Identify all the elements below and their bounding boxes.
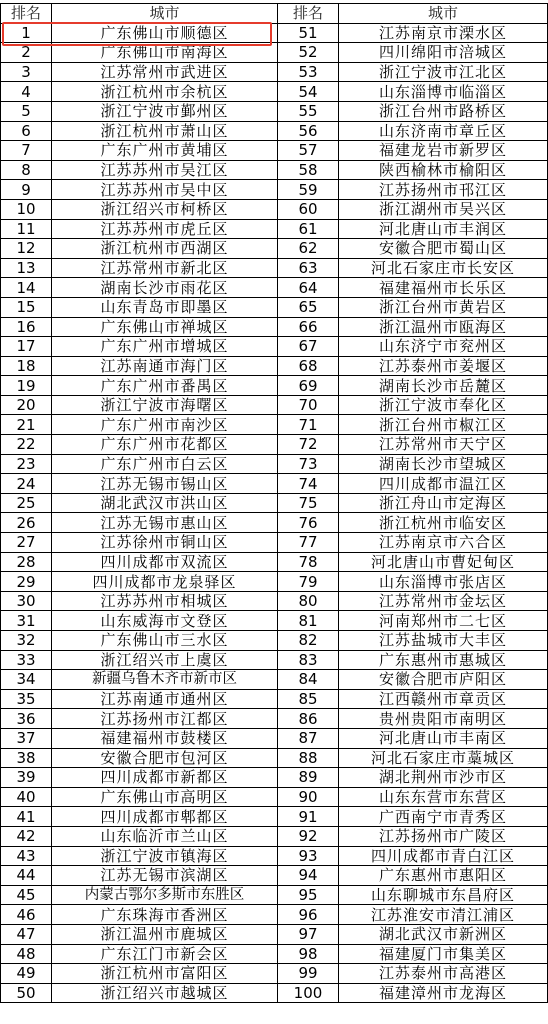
city-cell: 浙江宁波市海曙区	[52, 395, 278, 415]
rank-cell: 94	[278, 866, 339, 886]
rank-cell: 52	[278, 43, 339, 63]
rank-cell: 92	[278, 826, 339, 846]
rank-cell: 96	[278, 905, 339, 925]
city-cell: 山东济南市章丘区	[339, 121, 548, 141]
table-row	[1, 415, 548, 435]
city-cell: 河南郑州市二七区	[339, 611, 548, 631]
rank-cell: 20	[1, 395, 52, 415]
rank-cell: 6	[1, 121, 52, 141]
city-cell: 山东青岛市即墨区	[52, 297, 278, 317]
city-cell: 江苏无锡市惠山区	[52, 513, 278, 533]
rank-cell: 69	[278, 376, 339, 396]
rank-cell: 9	[1, 180, 52, 200]
table-row	[1, 787, 548, 807]
city-cell: 安徽合肥市庐阳区	[339, 670, 548, 690]
table-row	[1, 395, 548, 415]
city-cell: 浙江舟山市定海区	[339, 493, 548, 513]
city-cell: 浙江温州市瓯海区	[339, 317, 548, 337]
rank-cell: 5	[1, 101, 52, 121]
rank-cell: 95	[278, 885, 339, 905]
city-cell: 浙江绍兴市上虞区	[52, 650, 278, 670]
city-cell: 贵州贵阳市南明区	[339, 709, 548, 729]
city-header-right: 城市	[339, 4, 548, 24]
city-cell: 湖南长沙市岳麓区	[339, 376, 548, 396]
rank-cell: 82	[278, 631, 339, 651]
rank-cell: 14	[1, 278, 52, 298]
city-cell: 浙江台州市黄岩区	[339, 297, 548, 317]
table-row	[1, 572, 548, 592]
city-cell: 江苏泰州市姜堰区	[339, 356, 548, 376]
city-cell: 江苏无锡市滨湖区	[52, 866, 278, 886]
rank-cell: 89	[278, 768, 339, 788]
rank-cell: 27	[1, 533, 52, 553]
table-row	[1, 297, 548, 317]
city-cell: 山东威海市文登区	[52, 611, 278, 631]
table-row	[1, 591, 548, 611]
city-cell: 江苏无锡市锡山区	[52, 474, 278, 494]
table-row	[1, 905, 548, 925]
city-cell: 福建厦门市集美区	[339, 944, 548, 964]
rank-cell: 74	[278, 474, 339, 494]
rank-cell: 40	[1, 787, 52, 807]
table-row	[1, 141, 548, 161]
rank-cell: 26	[1, 513, 52, 533]
city-cell: 内蒙古鄂尔多斯市东胜区	[52, 885, 278, 905]
city-cell: 浙江杭州市西湖区	[52, 239, 278, 259]
city-cell: 浙江宁波市鄞州区	[52, 101, 278, 121]
table-row	[1, 474, 548, 494]
city-cell: 广东广州市南沙区	[52, 415, 278, 435]
city-cell: 江苏扬州市江都区	[52, 709, 278, 729]
rank-cell: 67	[278, 337, 339, 357]
table-body	[1, 23, 548, 1003]
rank-cell: 50	[1, 983, 52, 1003]
city-cell: 广东佛山市三水区	[52, 631, 278, 651]
city-cell: 湖南长沙市望城区	[339, 454, 548, 474]
rank-cell: 41	[1, 807, 52, 827]
city-cell: 浙江宁波市江北区	[339, 62, 548, 82]
city-cell: 山东临沂市兰山区	[52, 826, 278, 846]
city-cell: 江苏淮安市清江浦区	[339, 905, 548, 925]
rank-cell: 31	[1, 611, 52, 631]
rank-cell: 53	[278, 62, 339, 82]
table-row	[1, 768, 548, 788]
rank-cell: 29	[1, 572, 52, 592]
table-row	[1, 944, 548, 964]
rank-cell: 93	[278, 846, 339, 866]
city-cell: 江苏常州市新北区	[52, 258, 278, 278]
city-cell: 广东珠海市香洲区	[52, 905, 278, 925]
table-row	[1, 278, 548, 298]
city-cell: 广东广州市增城区	[52, 337, 278, 357]
table-row	[1, 611, 548, 631]
table-row	[1, 376, 548, 396]
city-cell: 江苏扬州市广陵区	[339, 826, 548, 846]
rank-cell: 16	[1, 317, 52, 337]
city-cell: 浙江杭州市余杭区	[52, 82, 278, 102]
rank-cell: 46	[1, 905, 52, 925]
city-cell: 江苏苏州市吴江区	[52, 160, 278, 180]
rank-cell: 36	[1, 709, 52, 729]
city-cell: 河北唐山市丰润区	[339, 219, 548, 239]
rank-cell: 3	[1, 62, 52, 82]
rank-cell: 22	[1, 435, 52, 455]
rank-cell: 81	[278, 611, 339, 631]
rank-cell: 21	[1, 415, 52, 435]
city-cell: 广东佛山市禅城区	[52, 317, 278, 337]
rank-cell: 8	[1, 160, 52, 180]
rank-cell: 35	[1, 689, 52, 709]
rank-cell: 75	[278, 493, 339, 513]
rank-cell: 1	[1, 23, 52, 43]
city-cell: 河北石家庄市长安区	[339, 258, 548, 278]
rank-cell: 7	[1, 141, 52, 161]
city-cell: 山东济宁市兖州区	[339, 337, 548, 357]
city-cell: 广东广州市黄埔区	[52, 141, 278, 161]
table-row	[1, 493, 548, 513]
table-row	[1, 826, 548, 846]
table-row	[1, 199, 548, 219]
rank-cell: 11	[1, 219, 52, 239]
rank-cell: 51	[278, 23, 339, 43]
table-row	[1, 748, 548, 768]
city-cell: 山东淄博市张店区	[339, 572, 548, 592]
city-cell: 安徽合肥市蜀山区	[339, 239, 548, 259]
city-cell: 四川成都市双流区	[52, 552, 278, 572]
city-cell: 福建福州市鼓楼区	[52, 728, 278, 748]
rank-header-right: 排名	[278, 4, 339, 24]
rank-cell: 61	[278, 219, 339, 239]
rank-cell: 49	[1, 964, 52, 984]
city-cell: 山东聊城市东昌府区	[339, 885, 548, 905]
table-row	[1, 728, 548, 748]
table-row	[1, 533, 548, 553]
city-cell: 四川成都市温江区	[339, 474, 548, 494]
city-cell: 湖北武汉市新洲区	[339, 924, 548, 944]
city-cell: 广东佛山市南海区	[52, 43, 278, 63]
table-row	[1, 160, 548, 180]
rank-cell: 85	[278, 689, 339, 709]
table-row	[1, 23, 548, 43]
rank-cell: 66	[278, 317, 339, 337]
table-row	[1, 317, 548, 337]
table-row	[1, 239, 548, 259]
city-cell: 江苏扬州市邗江区	[339, 180, 548, 200]
city-cell: 广东广州市番禺区	[52, 376, 278, 396]
table-row	[1, 62, 548, 82]
rank-cell: 10	[1, 199, 52, 219]
city-cell: 河北唐山市曹妃甸区	[339, 552, 548, 572]
rank-cell: 97	[278, 924, 339, 944]
table-row	[1, 219, 548, 239]
city-cell: 浙江绍兴市越城区	[52, 983, 278, 1003]
city-cell: 浙江湖州市吴兴区	[339, 199, 548, 219]
city-cell: 江苏南京市六合区	[339, 533, 548, 553]
rank-cell: 84	[278, 670, 339, 690]
city-cell: 广东江门市新会区	[52, 944, 278, 964]
rank-cell: 80	[278, 591, 339, 611]
table-row	[1, 846, 548, 866]
city-cell: 浙江宁波市奉化区	[339, 395, 548, 415]
table-row	[1, 885, 548, 905]
city-cell: 广西南宁市青秀区	[339, 807, 548, 827]
rank-cell: 47	[1, 924, 52, 944]
rank-cell: 13	[1, 258, 52, 278]
city-cell: 江苏常州市天宁区	[339, 435, 548, 455]
city-cell: 浙江绍兴市柯桥区	[52, 199, 278, 219]
rank-cell: 38	[1, 748, 52, 768]
city-cell: 江西赣州市章贡区	[339, 689, 548, 709]
rank-cell: 91	[278, 807, 339, 827]
rank-cell: 68	[278, 356, 339, 376]
city-cell: 江苏常州市武进区	[52, 62, 278, 82]
rank-cell: 54	[278, 82, 339, 102]
rank-cell: 43	[1, 846, 52, 866]
city-cell: 湖北武汉市洪山区	[52, 493, 278, 513]
table-row	[1, 121, 548, 141]
rank-cell: 77	[278, 533, 339, 553]
city-cell: 陕西榆林市榆阳区	[339, 160, 548, 180]
city-cell: 广东广州市花都区	[52, 435, 278, 455]
city-cell: 河北石家庄市藁城区	[339, 748, 548, 768]
city-cell: 江苏南通市通州区	[52, 689, 278, 709]
rank-cell: 17	[1, 337, 52, 357]
table-row	[1, 454, 548, 474]
rank-cell: 25	[1, 493, 52, 513]
city-cell: 浙江宁波市镇海区	[52, 846, 278, 866]
table-row	[1, 337, 548, 357]
city-cell: 江苏南京市溧水区	[339, 23, 548, 43]
city-cell: 江苏苏州市虎丘区	[52, 219, 278, 239]
city-cell: 四川成都市郫都区	[52, 807, 278, 827]
rank-cell: 71	[278, 415, 339, 435]
city-cell: 河北唐山市丰南区	[339, 728, 548, 748]
rank-cell: 2	[1, 43, 52, 63]
city-cell: 江苏泰州市高港区	[339, 964, 548, 984]
table-row	[1, 924, 548, 944]
rank-cell: 79	[278, 572, 339, 592]
rank-cell: 37	[1, 728, 52, 748]
rank-cell: 57	[278, 141, 339, 161]
rank-cell: 98	[278, 944, 339, 964]
city-cell: 安徽合肥市包河区	[52, 748, 278, 768]
city-cell: 浙江温州市鹿城区	[52, 924, 278, 944]
city-header-left: 城市	[52, 4, 278, 24]
city-cell: 广东惠州市惠城区	[339, 650, 548, 670]
rank-cell: 12	[1, 239, 52, 259]
city-cell: 广东佛山市高明区	[52, 787, 278, 807]
city-cell: 江苏南通市海门区	[52, 356, 278, 376]
table-row	[1, 356, 548, 376]
city-cell: 江苏盐城市大丰区	[339, 631, 548, 651]
city-cell: 四川成都市龙泉驿区	[52, 572, 278, 592]
city-cell: 浙江台州市路桥区	[339, 101, 548, 121]
table-row	[1, 964, 548, 984]
rank-cell: 99	[278, 964, 339, 984]
rank-cell: 23	[1, 454, 52, 474]
rank-cell: 64	[278, 278, 339, 298]
rank-cell: 55	[278, 101, 339, 121]
rank-cell: 86	[278, 709, 339, 729]
district-ranking-table	[0, 3, 548, 1003]
rank-cell: 58	[278, 160, 339, 180]
city-cell: 福建福州市长乐区	[339, 278, 548, 298]
rank-cell: 76	[278, 513, 339, 533]
rank-cell: 44	[1, 866, 52, 886]
rank-cell: 42	[1, 826, 52, 846]
table-row	[1, 435, 548, 455]
rank-cell: 100	[278, 983, 339, 1003]
city-cell: 江苏徐州市铜山区	[52, 533, 278, 553]
rank-cell: 56	[278, 121, 339, 141]
rank-cell: 24	[1, 474, 52, 494]
city-cell: 广东佛山市顺德区	[52, 23, 278, 43]
rank-cell: 4	[1, 82, 52, 102]
city-cell: 江苏常州市金坛区	[339, 591, 548, 611]
city-cell: 四川成都市青白江区	[339, 846, 548, 866]
rank-cell: 63	[278, 258, 339, 278]
rank-cell: 83	[278, 650, 339, 670]
rank-cell: 87	[278, 728, 339, 748]
table-row	[1, 689, 548, 709]
rank-cell: 32	[1, 631, 52, 651]
table-row	[1, 807, 548, 827]
table-row	[1, 650, 548, 670]
rank-cell: 59	[278, 180, 339, 200]
city-cell: 山东东营市东营区	[339, 787, 548, 807]
rank-cell: 19	[1, 376, 52, 396]
rank-cell: 18	[1, 356, 52, 376]
table-row	[1, 258, 548, 278]
city-cell: 广东广州市白云区	[52, 454, 278, 474]
table-row	[1, 983, 548, 1003]
rank-cell: 90	[278, 787, 339, 807]
table-row	[1, 101, 548, 121]
city-cell: 浙江杭州市萧山区	[52, 121, 278, 141]
city-cell: 四川成都市新都区	[52, 768, 278, 788]
rank-cell: 33	[1, 650, 52, 670]
rank-cell: 34	[1, 670, 52, 690]
city-cell: 湖南长沙市雨花区	[52, 278, 278, 298]
table-row	[1, 670, 548, 690]
table-row	[1, 43, 548, 63]
rank-header-left: 排名	[1, 4, 52, 24]
rank-cell: 72	[278, 435, 339, 455]
table-row	[1, 709, 548, 729]
table-row	[1, 552, 548, 572]
rank-cell: 62	[278, 239, 339, 259]
city-cell: 福建龙岩市新罗区	[339, 141, 548, 161]
rank-cell: 60	[278, 199, 339, 219]
city-cell: 浙江杭州市富阳区	[52, 964, 278, 984]
rank-cell: 70	[278, 395, 339, 415]
rank-cell: 45	[1, 885, 52, 905]
city-cell: 湖北荆州市沙市区	[339, 768, 548, 788]
city-cell: 山东淄博市临淄区	[339, 82, 548, 102]
rank-cell: 28	[1, 552, 52, 572]
rank-cell: 73	[278, 454, 339, 474]
table-row	[1, 866, 548, 886]
rank-cell: 78	[278, 552, 339, 572]
rank-cell: 15	[1, 297, 52, 317]
city-cell: 江苏苏州市吴中区	[52, 180, 278, 200]
rank-cell: 39	[1, 768, 52, 788]
city-cell: 江苏苏州市相城区	[52, 591, 278, 611]
table-header-row	[1, 4, 548, 24]
city-cell: 浙江杭州市临安区	[339, 513, 548, 533]
rank-cell: 48	[1, 944, 52, 964]
table-row	[1, 513, 548, 533]
rank-cell: 65	[278, 297, 339, 317]
table-row	[1, 180, 548, 200]
city-cell: 新疆乌鲁木齐市新市区	[52, 670, 278, 690]
table-row	[1, 631, 548, 651]
city-cell: 广东惠州市惠阳区	[339, 866, 548, 886]
city-cell: 浙江台州市椒江区	[339, 415, 548, 435]
city-cell: 福建漳州市龙海区	[339, 983, 548, 1003]
city-cell: 四川绵阳市涪城区	[339, 43, 548, 63]
table-row	[1, 82, 548, 102]
rank-cell: 30	[1, 591, 52, 611]
rank-cell: 88	[278, 748, 339, 768]
